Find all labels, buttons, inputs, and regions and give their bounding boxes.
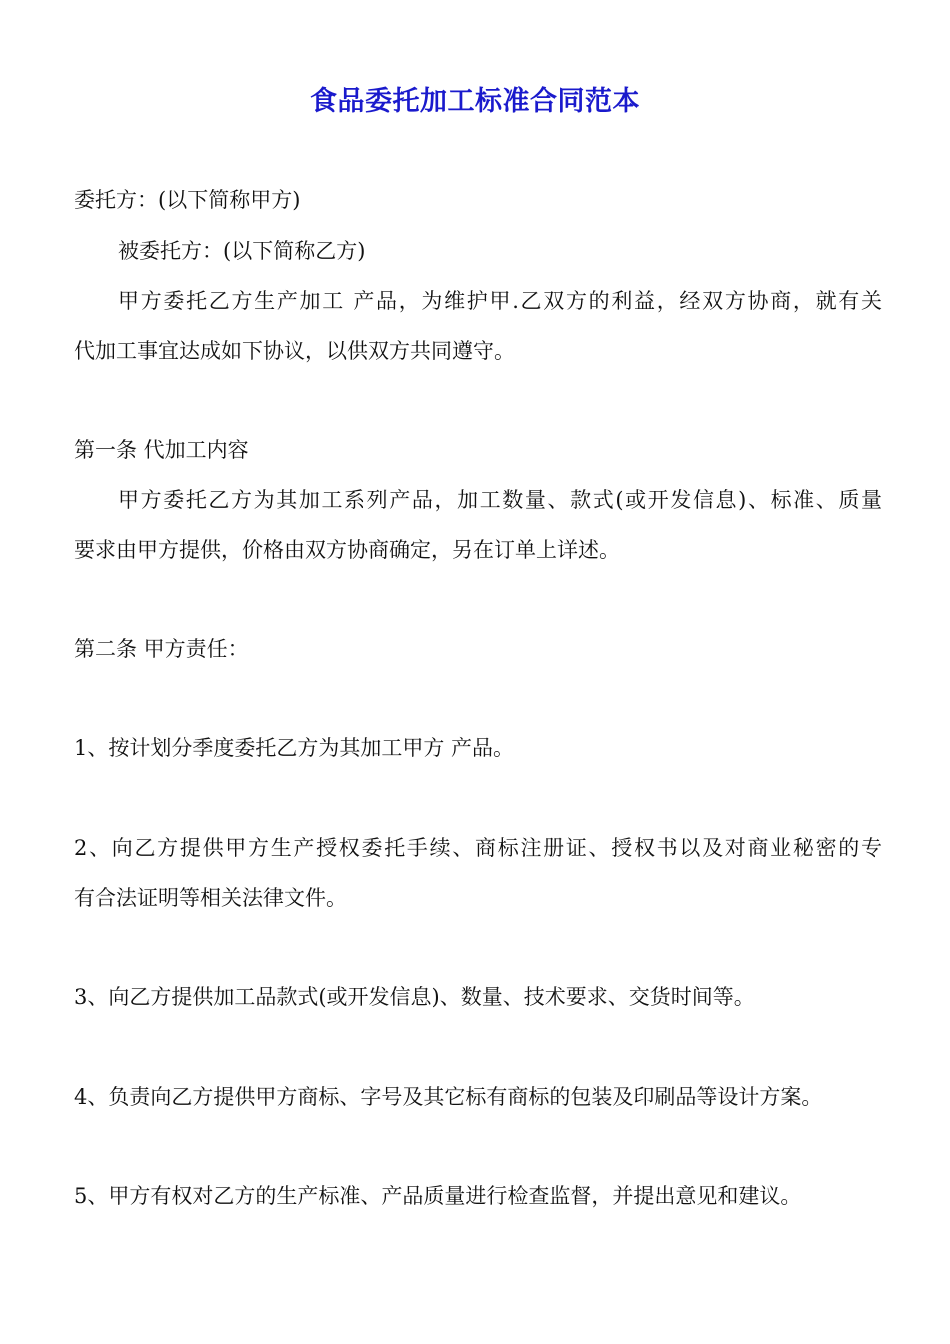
article-1-heading: 第一条 代加工内容 bbox=[74, 438, 249, 462]
article-1-paragraph-line-1: 甲方委托乙方为其加工系列产品，加工数量、款式(或开发信息)、标准、质量 bbox=[118, 488, 882, 512]
article-2-heading: 第二条 甲方责任： bbox=[74, 637, 249, 661]
article-2-item-5: 5、甲方有权对乙方的生产标准、产品质量进行检查监督，并提出意见和建议。 bbox=[74, 1184, 802, 1208]
party-a-line: 委托方：(以下简称甲方) bbox=[74, 188, 301, 212]
article-2-item-3: 3、向乙方提供加工品款式(或开发信息)、数量、技术要求、交货时间等。 bbox=[74, 985, 755, 1009]
article-2-item-2-line-2: 有合法证明等相关法律文件。 bbox=[74, 886, 347, 910]
article-2-item-2-line-1: 2、向乙方提供甲方生产授权委托手续、商标注册证、授权书以及对商业秘密的专 bbox=[74, 836, 882, 860]
article-2-item-4: 4、负责向乙方提供甲方商标、字号及其它标有商标的包装及印刷品等设计方案。 bbox=[74, 1085, 823, 1109]
article-2-item-1: 1、按计划分季度委托乙方为其加工甲方 产品。 bbox=[74, 736, 515, 760]
document-title: 食品委托加工标准合同范本 bbox=[310, 86, 640, 117]
party-b-line: 被委托方：(以下简称乙方) bbox=[118, 239, 366, 263]
intro-paragraph-line-1: 甲方委托乙方生产加工 产品，为维护甲.乙双方的利益，经双方协商，就有关 bbox=[118, 289, 882, 313]
intro-paragraph-line-2: 代加工事宜达成如下协议，以供双方共同遵守。 bbox=[74, 339, 515, 363]
article-1-paragraph-line-2: 要求由甲方提供，价格由双方协商确定，另在订单上详述。 bbox=[74, 538, 620, 562]
